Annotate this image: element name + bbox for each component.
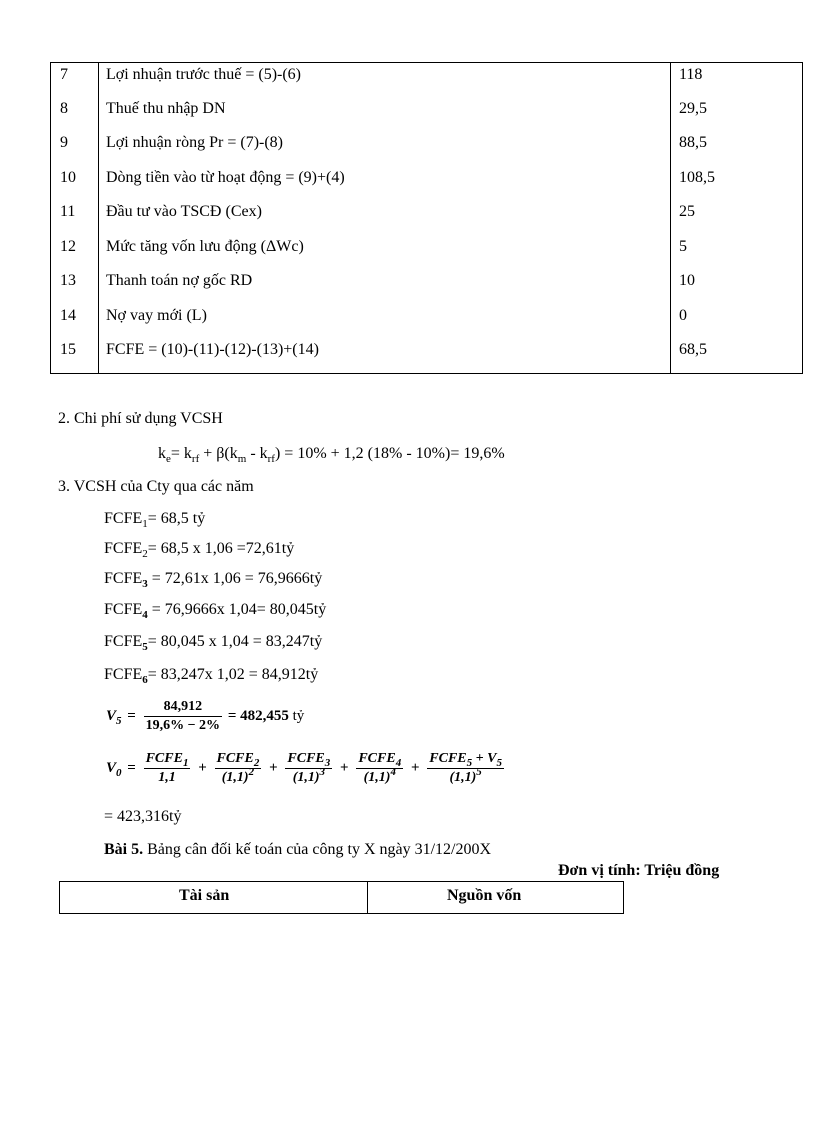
v5-formula: $V_5$ = $\frac{84,912}{19,6\% - 2\%}$ = 482,455 tỷ [106,699,305,733]
fcfe-subscript: 4 [142,609,148,621]
row-value: 108,5 [679,169,715,186]
row-value: 88,5 [679,134,707,151]
table-row [51,63,802,97]
row-value: 10 [679,272,695,289]
fcfe-subscript: 5 [142,641,148,653]
fcfe-line-4: $FCFE_4 = 76,9666x$ 1,04= 80,045tỷ [104,601,327,621]
fcfe-subscript: 6 [142,674,148,686]
table-row [51,131,802,165]
row-value: 118 [679,66,703,83]
fcfe-expression: = 76,9666x 1,04= 80,045tỷ [147,601,327,618]
row-number: 7 [60,66,68,83]
section3-heading: 3. VCSH của Cty qua các năm [58,478,254,495]
col-assets-header: Tài sản [179,887,230,904]
fcfe-expression: = 68,5 x 1,06 =72,61tỷ [147,540,295,557]
table-row [51,97,802,131]
v0-formula: $V_0$ = $\frac{FCFE_1}{1,1}$ + $\frac{FCFE_2}{(1,1)^2}$ + $\frac{FCFE_3}{(1,1)^3}$ + $\frac{FCFE_4}{(1,1)^4}$ + $\frac{FCFE_5 + V_5}{(1,1)^5}$ [106,751,502,785]
section2-heading: 2. Chi phí sử dụng VCSH [58,410,223,427]
bai5-text: Bảng cân đối kế toán của công ty X ngày 31/12/200X [143,841,492,858]
row-item: Nợ vay mới (L) [106,307,207,324]
fcfe-subscript: 1 [142,518,148,530]
v5-unit: tỷ [288,708,305,724]
row-number: 13 [60,272,76,289]
fcfe-expression: = 83,247x 1,02 = 84,912tỷ [147,666,319,683]
table-row [51,235,802,269]
fcfe-expression: = 80,045 x 1,04 = 83,247tỷ [147,633,323,650]
row-number: 10 [60,169,76,186]
row-item: Thuế thu nhập DN [106,100,226,117]
v0-result: = 423,316tỷ [104,808,182,825]
row-item: Thanh toán nợ gốc RD [106,272,253,289]
table-row [51,269,802,303]
row-number: 12 [60,238,76,255]
fcfe-line-6: $FCFE_6= 83,247x$ 1,02 = 84,912tỷ [104,666,319,686]
balance-sheet-table [59,881,624,914]
row-item: Mức tăng vốn lưu động (ΔWc) [106,238,304,255]
fcfe-line-1: $FCFE_1= 68,5$ tỷ [104,510,206,530]
unit-label: Đơn vị tính: Triệu đồng [558,862,720,879]
row-value: 29,5 [679,100,707,117]
fcfe-line-2: $FCFE_2= 68,5$ x 1,06 =72,61tỷ [104,540,295,560]
fcfe-expression: = 68,5 tỷ [147,510,206,527]
table-row [51,304,802,338]
table-row [51,338,802,372]
row-value: 5 [679,238,687,255]
row-item: Lợi nhuận trước thuế = (5)-(6) [106,66,301,83]
row-item: Dòng tiền vào từ hoạt động = (9)+(4) [106,169,345,186]
cost-of-equity-formula: $k_e= k_{rf} + \beta(k_m - k_{rf}) = 10\% + 1,2$ (18% - 10%)= 19,6% [158,445,505,465]
col-sources-header: Nguồn vốn [447,887,522,904]
row-item: FCFE = (10)-(11)-(12)-(13)+(14) [106,341,319,358]
bai5-title [104,841,491,859]
fcfe-line-5: $FCFE_5= 80,045$ x 1,04 = 83,247tỷ [104,633,323,653]
formula-result: ) = 10% + 1,2 (18% - 10%)= 19,6% [274,445,505,462]
fcfe-subscript: 3 [142,578,148,590]
row-number: 8 [60,100,68,117]
v5-result: = 482,455 [227,708,289,724]
row-number: 9 [60,134,68,151]
fcfe-expression: = 72,61x 1,06 = 76,9666tỷ [147,570,323,587]
table-column-divider [367,882,368,913]
table-row [51,200,802,234]
v5-denominator: 19,6% − 2% [145,718,221,733]
row-item: Lợi nhuận ròng Pr = (7)-(8) [106,134,283,151]
fcfe-table [50,62,803,374]
row-value: 0 [679,307,687,324]
row-number: 11 [60,203,76,220]
fcfe-subscript: 2 [142,548,148,560]
row-item: Đầu tư vào TSCĐ (Cex) [106,203,262,220]
fcfe-line-3: $FCFE_3 = 72,61x$ 1,06 = 76,9666tỷ [104,570,323,590]
v5-numerator: 84,912 [144,698,222,717]
row-value: 25 [679,203,695,220]
v5-fraction [144,698,222,735]
row-number: 15 [60,341,76,358]
row-value: 68,5 [679,341,707,358]
table-row [51,166,802,200]
row-number: 14 [60,307,76,324]
bai5-label: Bài 5. [104,841,144,858]
